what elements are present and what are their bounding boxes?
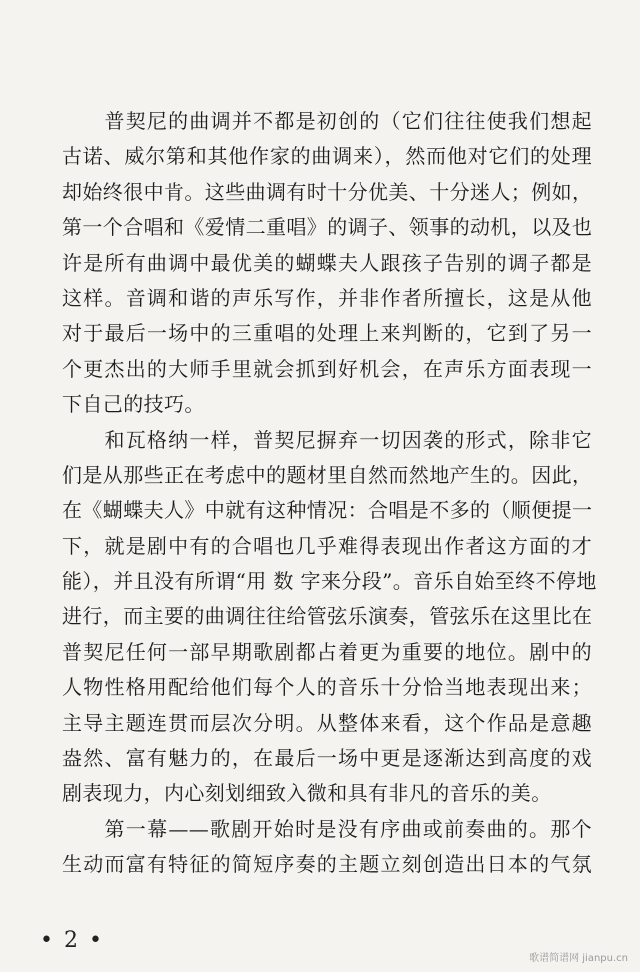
text-line: 对于最后一场中的三重唱的处理上来判断的，它到了另一 bbox=[62, 321, 592, 346]
text-line: 和瓦格纳一样，普契尼摒弃一切因袭的形式，除非它 bbox=[62, 427, 592, 452]
text-line: 盎然、富有魅力的，在最后一场中更是逐渐达到高度的戏 bbox=[62, 746, 592, 771]
body-text bbox=[62, 104, 597, 883]
text-line: 们是从那些正在考虑中的题材里自然而然地产生的。因此， bbox=[62, 462, 593, 487]
text-line: 许是所有曲调中最优美的蝴蝶夫人跟孩子告别的调子都是 bbox=[62, 250, 592, 275]
text-line: 人物性格用配给他们每个人的音乐十分恰当地表现出来； bbox=[62, 675, 592, 700]
text-line: 个更杰出的大师手里就会抓到好机会，在声乐方面表现一 bbox=[62, 356, 592, 381]
text-line: 这样。音调和谐的声乐写作，并非作者所擅长，这是从他 bbox=[62, 285, 592, 310]
text-line: 古诺、威尔第和其他作家的曲调来），然而他对它们的处理 bbox=[62, 144, 592, 169]
text-line: 普契尼的曲调并不都是初创的（它们往往使我们想起 bbox=[62, 109, 592, 133]
text-line: 在《蝴蝶夫人》中就有这种情况：合唱是不多的（顺便提一 bbox=[62, 498, 593, 523]
text-line: 进行，而主要的曲调往往给管弦乐演奏，管弦乐在这里比在 bbox=[62, 604, 593, 629]
watermark: 歌谱简谱网 jianpu.cn bbox=[529, 953, 628, 964]
text-line: 下，就是剧中有的合唱也几乎难得表现出作者这方面的才 bbox=[62, 533, 592, 558]
text-line: 却始终很中肯。这些曲调有时十分优美、十分迷人；例如， bbox=[62, 179, 593, 204]
text-line: 第一幕——歌剧开始时是没有序曲或前奏曲的。那个 bbox=[62, 816, 592, 841]
text-line: 主导主题连贯而层次分明。从整体来看，这个作品是意趣 bbox=[62, 710, 592, 735]
text-line: 能），并且没有所谓“用 数 字来分段”。音乐自始至终不停地 bbox=[62, 569, 597, 594]
text-line: 第一个合唱和《爱情二重唱》的调子、领事的动机，以及也 bbox=[62, 215, 593, 240]
text-line: 普契尼任何一部早期歌剧都占着更为重要的地位。剧中的 bbox=[62, 639, 592, 664]
page-number: • 2 • bbox=[40, 928, 104, 953]
text-line: 下自己的技巧。 bbox=[62, 392, 205, 417]
text-line: 生动而富有特征的简短序奏的主题立刻创造出日本的气氛 bbox=[62, 852, 592, 877]
text-line: 剧表现力，内心刻划细致入微和具有非凡的音乐的美。 bbox=[62, 781, 552, 806]
